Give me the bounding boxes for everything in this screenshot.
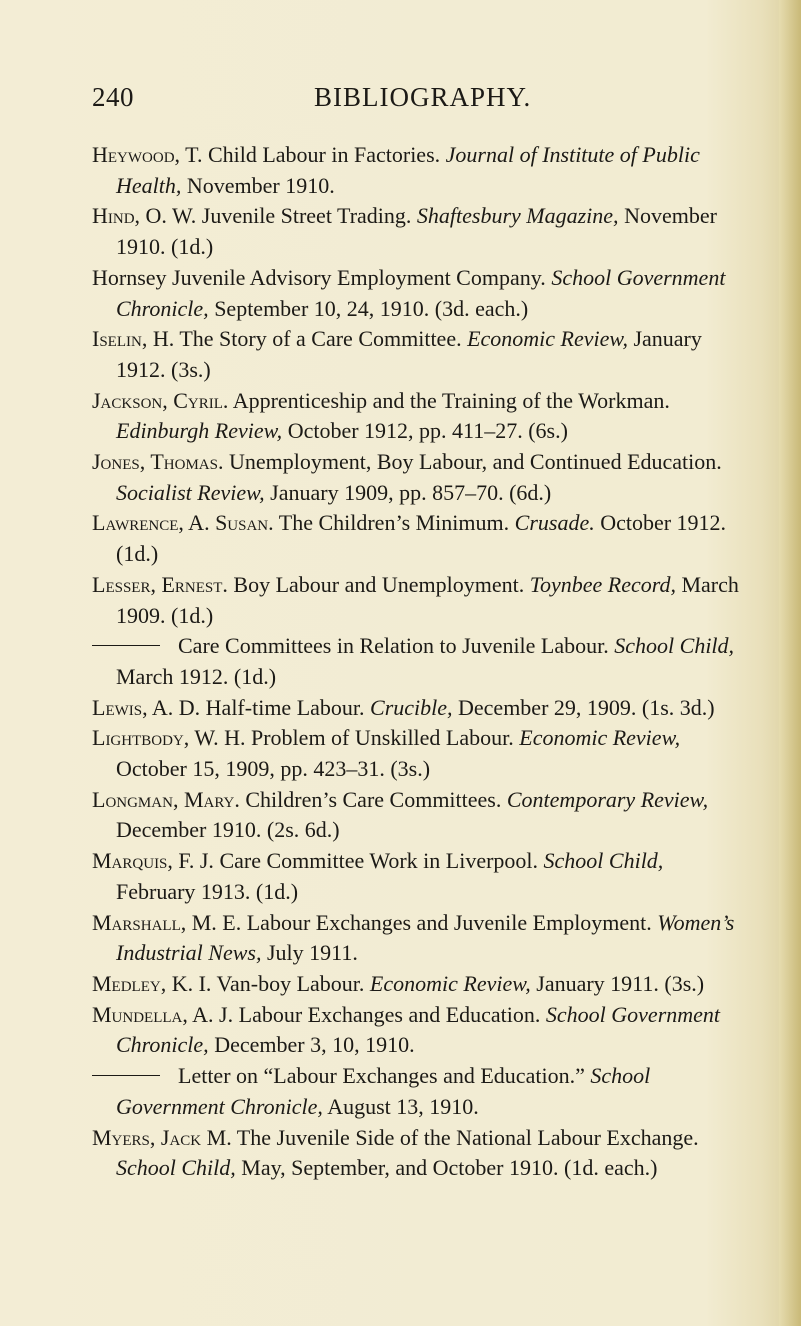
entry-journal: School Child, (543, 848, 664, 874)
entry-details: November 1910. (181, 172, 335, 198)
bibliography-entry (92, 140, 747, 201)
entry-title: The Juvenile Side of the National Labour Exchange. (231, 1124, 699, 1150)
entry-journal: School Government Chronicle, (116, 1001, 721, 1058)
bibliography-entry (92, 908, 747, 969)
entry-author: Heywood, T. (92, 142, 203, 167)
entry-title: Labour Exchanges and Education. (233, 1001, 546, 1027)
entry-details: August 13, 1910. (322, 1093, 479, 1119)
entry-details: January 1909, pp. 857–70. (6d.) (264, 479, 552, 505)
ditto-rule (92, 1075, 160, 1076)
bibliography-entry (92, 324, 747, 385)
entry-author: Mundella, A. J. (92, 1001, 234, 1027)
entry-author: Lawrence, A. Susan. (92, 510, 274, 536)
bibliography-entry (92, 1123, 747, 1184)
bibliography-entry (92, 508, 747, 569)
bibliography-entry (92, 447, 747, 508)
bibliography-entry (92, 570, 747, 631)
entry-details: January 1911. (3s.) (530, 970, 705, 996)
entry-title: The Children’s Minimum. (273, 510, 515, 536)
entry-details: October 1912, pp. 411–27. (6s.) (282, 418, 568, 444)
entry-title: Letter on “Labour Exchanges and Education.” (178, 1063, 591, 1089)
entry-journal: School Government Chronicle, (116, 1063, 651, 1119)
entry-title: Care Committees in Relation to Juvenile Labour. (178, 633, 615, 659)
entry-details: March 1909. (1d.) (116, 571, 739, 628)
page-title: BIBLIOGRAPHY. (314, 82, 532, 112)
entry-details: March 1912. (1d.) (116, 663, 277, 689)
running-header (92, 82, 752, 113)
entry-details: October 15, 1909, pp. 423–31. (3s.) (116, 756, 431, 782)
entry-details: September 10, 24, 1910. (3d. each.) (208, 295, 529, 321)
entry-author: Myers, Jack M. (92, 1124, 232, 1150)
entry-journal: Edinburgh Review, (116, 418, 283, 444)
bibliography-entry (92, 723, 747, 784)
bibliography-entry (92, 969, 747, 1000)
entry-author: Marshall, M. E. (92, 909, 242, 935)
entry-details: December 29, 1909. (1s. 3d.) (452, 694, 715, 720)
entry-title: Children’s Care Committees. (239, 786, 507, 812)
bibliography-entry (92, 201, 747, 262)
entry-journal: Socialist Review, (116, 479, 265, 505)
entry-journal: Shaftesbury Magazine, (416, 203, 619, 229)
entry-title: Labour Exchanges and Juvenile Employment. (241, 909, 658, 935)
page-edge (779, 0, 801, 1326)
entry-title: Half-time Labour. (200, 694, 371, 720)
bibliography-entry (92, 631, 747, 692)
ditto-rule (92, 645, 160, 646)
bibliography-entry (92, 386, 747, 447)
entry-author: Lesser, Ernest. (92, 571, 228, 597)
entry-details: December 1910. (2s. 6d.) (116, 817, 340, 843)
entry-journal: Journal of Institute of Public Health, (116, 142, 700, 198)
entry-title: Problem of Unskilled Labour. (245, 725, 520, 751)
entry-author: Longman, Mary. (92, 786, 240, 812)
entry-title: Unemployment, Boy Labour, and Continued Education. (223, 449, 722, 475)
entry-author: Marquis, F. J. (92, 848, 214, 874)
entry-journal: School Government Chronicle, (116, 264, 726, 321)
entry-author: Lewis, A. D. (92, 694, 201, 720)
entry-title: The Story of a Care Committee. (174, 326, 468, 352)
entry-title: Boy Labour and Unemployment. (227, 571, 530, 597)
entry-journal: Toynbee Record, (529, 571, 676, 597)
entry-details: October 1912. (1d.) (116, 510, 727, 567)
entry-journal: Economic Review, (467, 326, 628, 352)
entry-journal: Women’s Industrial News, (116, 909, 735, 966)
entry-author: Hind, O. W. (92, 203, 197, 229)
page-number: 240 (92, 82, 134, 112)
entry-author: Lightbody, W. H. (92, 725, 246, 751)
entry-author: Iselin, H. (92, 326, 175, 352)
entry-details: July 1911. (261, 940, 358, 966)
entry-journal: Crusade. (514, 510, 595, 536)
entry-journal: Crucible, (370, 694, 453, 720)
bibliography-list (92, 140, 747, 1184)
entry-author: Jones, Thomas. (92, 449, 224, 475)
entry-title: Care Committee Work in Liverpool. (213, 848, 544, 874)
entry-details: November 1910. (1d.) (116, 203, 717, 260)
bibliography-entry (92, 785, 747, 846)
bibliography-entry (92, 263, 747, 324)
entry-title: Apprenticeship and the Training of the Workman. (228, 387, 670, 413)
entry-title: Child Labour in Factories. (202, 142, 446, 167)
entry-journal: Economic Review, (369, 970, 531, 996)
bibliography-entry (92, 1061, 747, 1122)
entry-journal: Contemporary Review, (506, 786, 709, 812)
bibliography-entry (92, 846, 747, 907)
entry-details: December 3, 10, 1910. (208, 1032, 415, 1058)
bibliography-entry (92, 1000, 747, 1061)
bibliography-entry (92, 693, 747, 724)
entry-journal: Economic Review, (519, 725, 681, 751)
entry-details: January 1912. (3s.) (116, 326, 702, 382)
entry-title: Juvenile Street Trading. (196, 203, 417, 229)
entry-journal: School Child, (614, 633, 735, 659)
entry-details: February 1913. (1d.) (116, 878, 299, 904)
entry-title: Van-boy Labour. (211, 970, 370, 996)
entry-title: Hornsey Juvenile Advisory Employment Company. (92, 264, 552, 290)
entry-author: Jackson, Cyril. (92, 387, 229, 413)
entry-journal: School Child, (116, 1155, 236, 1181)
entry-author: Medley, K. I. (92, 970, 212, 996)
entry-details: May, September, and October 1910. (1d. each.) (235, 1155, 658, 1181)
